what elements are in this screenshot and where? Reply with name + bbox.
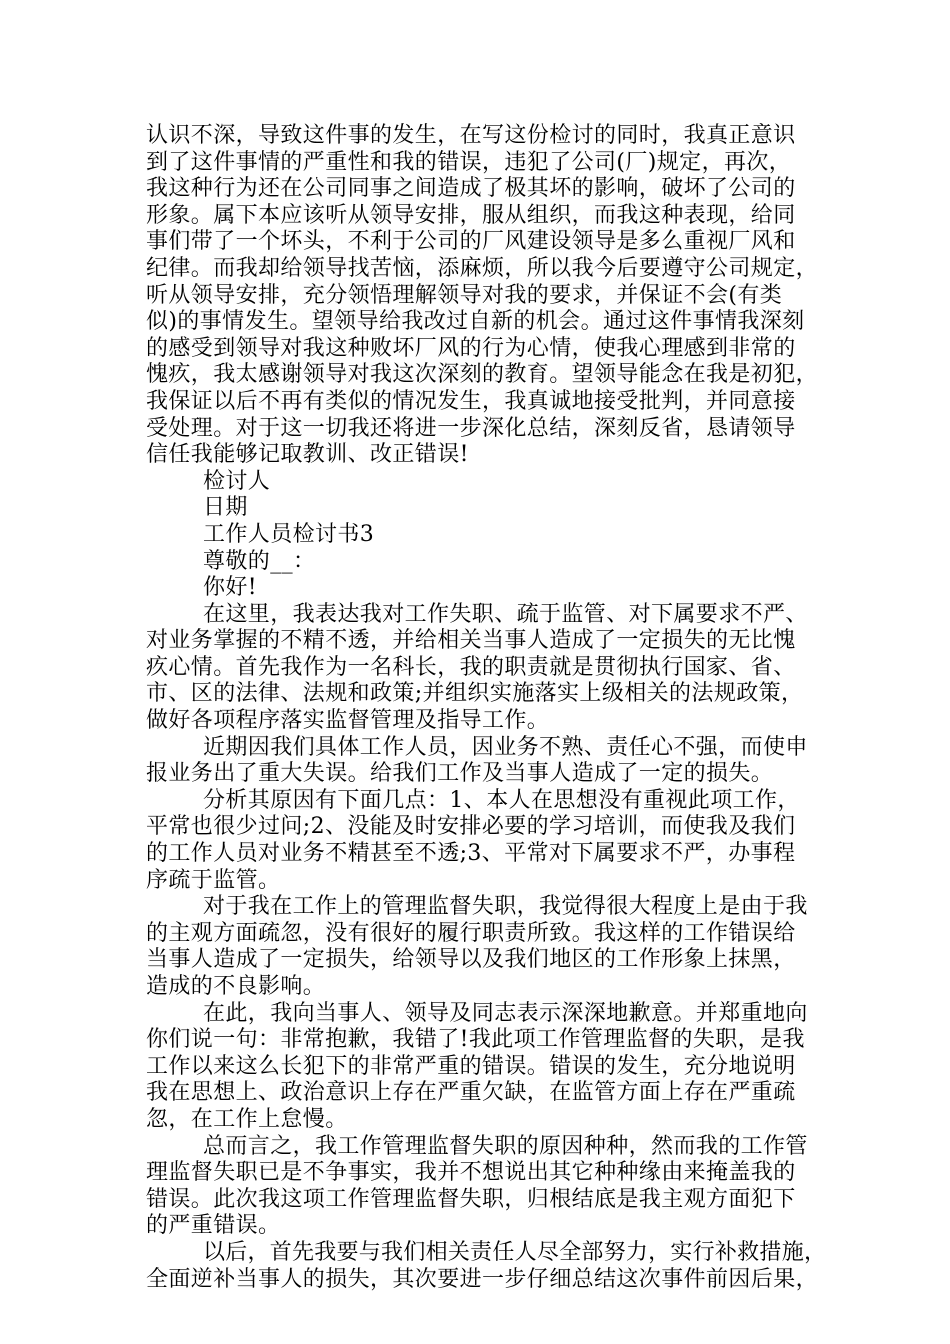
indented-text-line: 在此，我向当事人、领导及同志表示深深地歉意。并郑重地向 — [203, 1000, 808, 1026]
document-body — [146, 123, 826, 1293]
text-line: 序疏于监管。 — [146, 867, 281, 893]
text-line: 忽，在工作上怠慢。 — [146, 1106, 348, 1132]
text-line: 对业务掌握的不精不透，并给相关当事人造成了一定损失的无比愧 — [146, 628, 796, 654]
text-line: 错误。此次我这项工作管理监督失职，归根结底是我主观方面犯下 — [146, 1186, 796, 1212]
indented-text-line: 工作人员检讨书3 — [203, 521, 375, 547]
text-line: 造成的不良影响。 — [146, 974, 326, 999]
text-line: 做好各项程序落实监督管理及指导工作。 — [146, 708, 550, 734]
indented-text-line: 对于我在工作上的管理监督失职，我觉得很大程度上是由于我 — [203, 894, 808, 920]
text-line: 受处理。对于这一切我还将进一步深化总结，深刻反省，恳请领导 — [146, 415, 796, 441]
indented-text-line: 检讨人 — [203, 468, 271, 494]
text-line: 似)的事情发生。望领导给我改过自新的机会。通过这件事情我深刻 — [146, 309, 805, 335]
text-line: 当事人造成了一定损失，给领导以及我们地区的工作形象上抹黑， — [146, 947, 796, 973]
text-line: 的工作人员对业务不精甚至不透;3、平常对下属要求不严，办事程 — [146, 841, 796, 867]
text-line: 的感受到领导对我这种败坏厂风的行为心情，使我心理感到非常的 — [146, 335, 796, 361]
indented-text-line: 你好! — [203, 575, 258, 601]
text-line: 我保证以后不再有类似的情况发生，我真诚地接受批判，并同意接 — [146, 388, 796, 414]
text-line: 信任我能够记取教训、改正错误! — [146, 442, 469, 468]
indented-text-line: 总而言之，我工作管理监督失职的原因种种，然而我的工作管 — [203, 1133, 808, 1159]
text-line: 平常也很少过问;2、没能及时安排必要的学习培训，而使我及我们 — [146, 814, 796, 840]
text-line: 事们带了一个坏头，不利于公司的厂风建设领导是多么重视厂风和 — [146, 229, 796, 255]
text-line: 纪律。而我却给领导找苦恼，添麻烦，所以我今后要遵守公司规定， — [146, 255, 819, 281]
indented-text-line: 尊敬的__： — [203, 548, 316, 574]
text-line: 报业务出了重大失误。给我们工作及当事人造成了一定的损失。 — [146, 761, 774, 787]
text-line: 的主观方面疏忽，没有很好的履行职责所致。我这样的工作错误给 — [146, 920, 796, 946]
text-line: 工作以来这么长犯下的非常严重的错误。错误的发生，充分地说明 — [146, 1053, 796, 1079]
text-line: 的严重错误。 — [146, 1213, 281, 1239]
text-line: 愧疚，我太感谢领导对我这次深刻的教育。望领导能念在我是初犯， — [146, 362, 819, 388]
text-line: 疚心情。首先我作为一名科长，我的职责就是贯彻执行国家、省、 — [146, 654, 796, 680]
text-line: 全面逆补当事人的损失，其次要进一步仔细总结这次事件前因后果， — [146, 1266, 819, 1292]
text-line: 市、区的法律、法规和政策;并组织实施落实上级相关的法规政策， — [146, 681, 804, 707]
text-line: 我在思想上、政治意识上存在严重欠缺，在监管方面上存在严重疏 — [146, 1080, 796, 1106]
indented-text-line: 近期因我们具体工作人员，因业务不熟、责任心不强，而使申 — [203, 734, 808, 760]
text-line: 我这种行为还在公司同事之间造成了极其坏的影响，破坏了公司的 — [146, 176, 796, 202]
text-line: 到了这件事情的严重性和我的错误，违犯了公司(厂)规定，再次， — [146, 149, 792, 175]
text-line: 理监督失职已是不争事实，我并不想说出其它种种缘由来掩盖我的 — [146, 1160, 796, 1186]
indented-text-line: 以后，首先我要与我们相关责任人尽全部努力，实行补救措施， — [203, 1239, 827, 1265]
indented-text-line: 日期 — [203, 495, 248, 521]
text-line: 听从领导安排，充分领悟理解领导对我的要求，并保证不会(有类 — [146, 282, 783, 308]
indented-text-line: 分析其原因有下面几点：1、本人在思想没有重视此项工作， — [203, 787, 800, 813]
text-line: 认识不深，导致这件事的发生，在写这份检讨的同时，我真正意识 — [146, 123, 796, 148]
text-line: 你们说一句：非常抱歉，我错了!我此项工作管理监督的失职，是我 — [146, 1027, 805, 1053]
text-line: 形象。属下本应该听从领导安排，服从组织，而我这种表现，给同 — [146, 202, 796, 228]
indented-text-line: 在这里，我表达我对工作失职、疏于监管、对下属要求不严、 — [203, 601, 808, 627]
